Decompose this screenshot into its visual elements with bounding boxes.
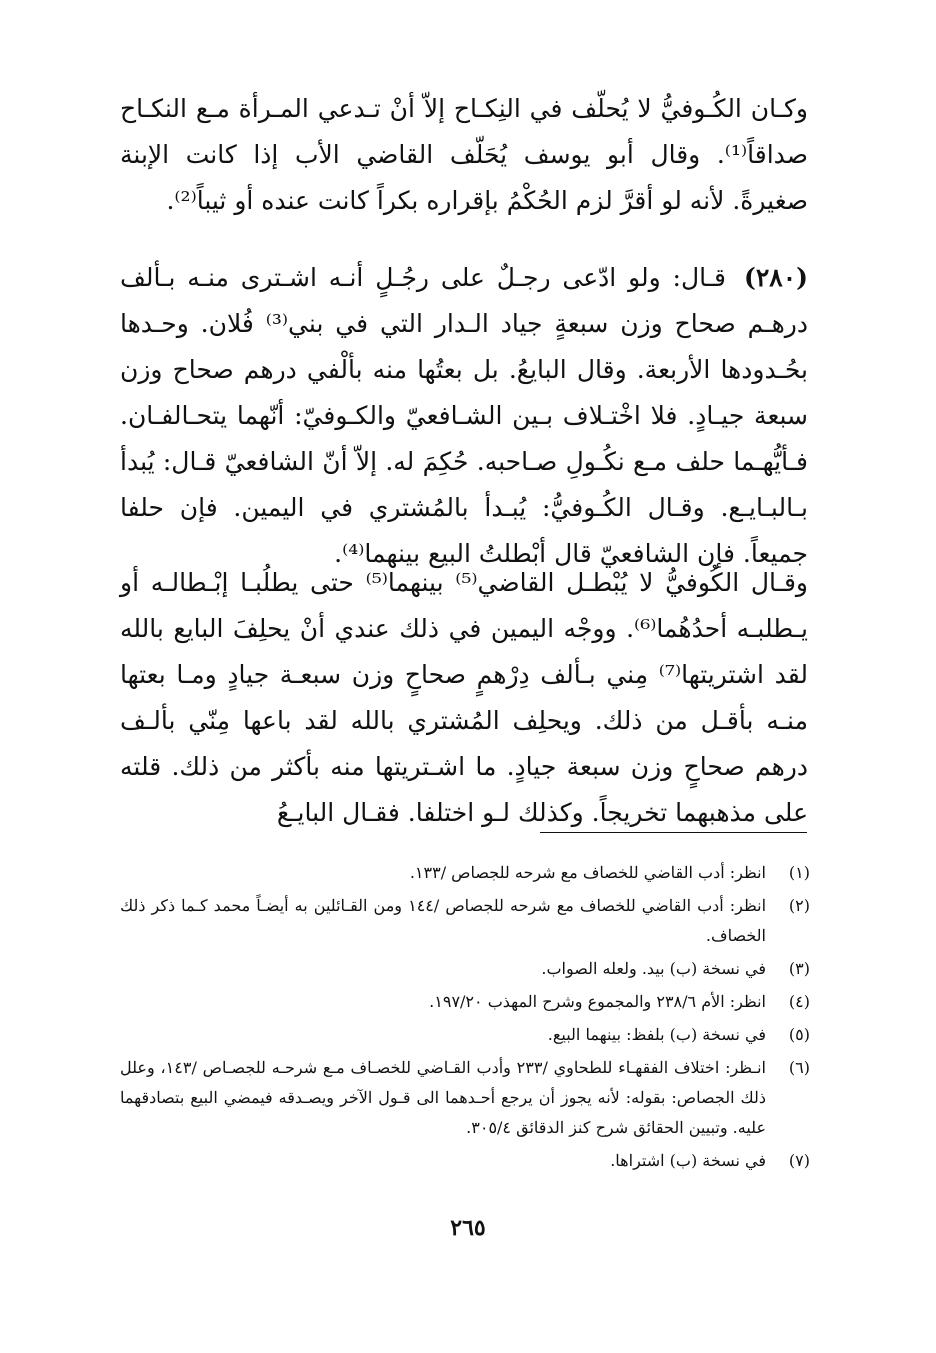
footnotes [120, 858, 810, 1179]
footnote-text: انظر: الأم ٢٣٨/٦ والمجموع وشرح المهذب ١٩٧/٢٠. [429, 992, 766, 1011]
paragraph-1 [120, 86, 808, 224]
footnote-separator [540, 832, 807, 833]
footnote-item [120, 1053, 810, 1143]
paragraph-2 [120, 255, 808, 577]
paragraph-3 [120, 560, 808, 836]
footnote-number: (٥) [788, 1025, 810, 1044]
footnote-text: انظر: أدب القاضي للخصاف مع شرحه للجصاص /١٣٣. [409, 863, 766, 882]
footnote-item [120, 858, 810, 888]
footnote-item [120, 1146, 810, 1176]
footnote-number: (٧) [788, 1151, 810, 1170]
section-number: (٢٨٠) [744, 263, 808, 292]
paragraph-1-text: وكـان الكُـوفيُّ لا يُحلّف في النِكـاح إلاّ أنْ تـدعي المـرأة مـع النكـاح صداقاً⁽¹⁾. وقال أبو يوسف يُحَلّف القاضي الأب إذا كانت الإبنة صغيرةً. لأنه لو أقرَّ لزم الحُكْمُ بإقراره بكراً كانت عنده أو ثيباً⁽²⁾. [120, 94, 808, 215]
footnote-item [120, 891, 810, 951]
footnote-number: (٣) [788, 959, 810, 978]
footnote-text: انظر: أدب القاضي للخصاف مع شرحه للجصاص /١٤٤ ومن القـائلين به أيضـاً محمد كـما ذكر ذلك الخصاف. [120, 896, 767, 945]
footnote-text: في نسخة (ب) بيد. ولعله الصواب. [541, 959, 766, 978]
page-number: ٢٦٥ [450, 1215, 486, 1241]
footnote-item [120, 987, 810, 1017]
footnote-item [120, 954, 810, 984]
footnote-text: في نسخة (ب) بلفظ: بينهما البيع. [547, 1025, 766, 1044]
footnote-item [120, 1020, 810, 1050]
paragraph-2-text: قـال: ولو ادّعى رجـلٌ على رجُـلٍ أنـه اشـترى منـه بـألف درهـم صحاح وزن سبعةٍ جياد الـدار التي في بني⁽³⁾ فُلان. وحـدها بحُـدودها الأربعة. وقال البايعُ. بل بعتُها منه بألْفي درهم صحاح وزن سبعة جيـادٍ. فلا اخْتـلاف بـين الشـافعيّ والكـوفيّ: أنّهما يتحـالفـان. فـأيُّهـما حلف مـع نكُـولِ صـاحبه. حُكِمَ له. إلاّ أنّ الشافعيّ قـال: يُبدأ بـالبـايـع. وقـال الكُـوفيُّ: يُبـدأ بالمُشتري في اليمين. فإن حلفا جميعاً. فإن الشافعيّ قال أبْطلتُ البيع بينهما⁽⁴⁾. [120, 263, 809, 568]
footnote-number: (١) [788, 863, 810, 882]
footnote-number: (٤) [788, 992, 810, 1011]
footnote-number: (٦) [788, 1058, 810, 1077]
paragraph-2-body [120, 255, 808, 577]
footnote-text: في نسخة (ب) اشتراها. [610, 1151, 766, 1170]
footnote-text: انـظر: اختلاف الفقهـاء للطحاوي /٢٣٣ وأدب القـاضي للخصـاف مـع شرحـه للجصـاص /١٤٣، وعلل ذلك الجصاص: بقوله: لأنه يجوز أن يرجع أحـدهما الى قـول الآخر ويصـدقه فيمضي البيع بتصادقهما عليه. وتبيين الحقائق شرح كنز الدقائق ٣٠٥/٤. [120, 1058, 766, 1137]
footnote-number: (٢) [788, 896, 810, 915]
paragraph-3-text: وقـال الكُوفيُّ لا يُبْطـل القاضي⁽⁵⁾ بينهما⁽⁵⁾ حتى يطلُبـا إبْـطالـه أو يـطلبـه أحدُهُما⁽⁶⁾. ووجْه اليمين في ذلك عندي أنْ يحلِفَ البايع بالله لقد اشتريتها⁽⁷⁾ مِني بـألف دِرْهمٍ صحاحٍ وزن سبعـة جيادٍ ومـا بعتها منـه بأقـل من ذلك. ويحلِف المُشتري بالله لقد باعها مِنّي بألـف درهم صحاحٍ وزن سبعة جيادٍ. ما اشـتريتها منه بأكثر من ذلك. قلته على مذهبهما تخريجاً. وكذلك لـو اختلفا. فقـال البايـعُ [120, 568, 809, 827]
